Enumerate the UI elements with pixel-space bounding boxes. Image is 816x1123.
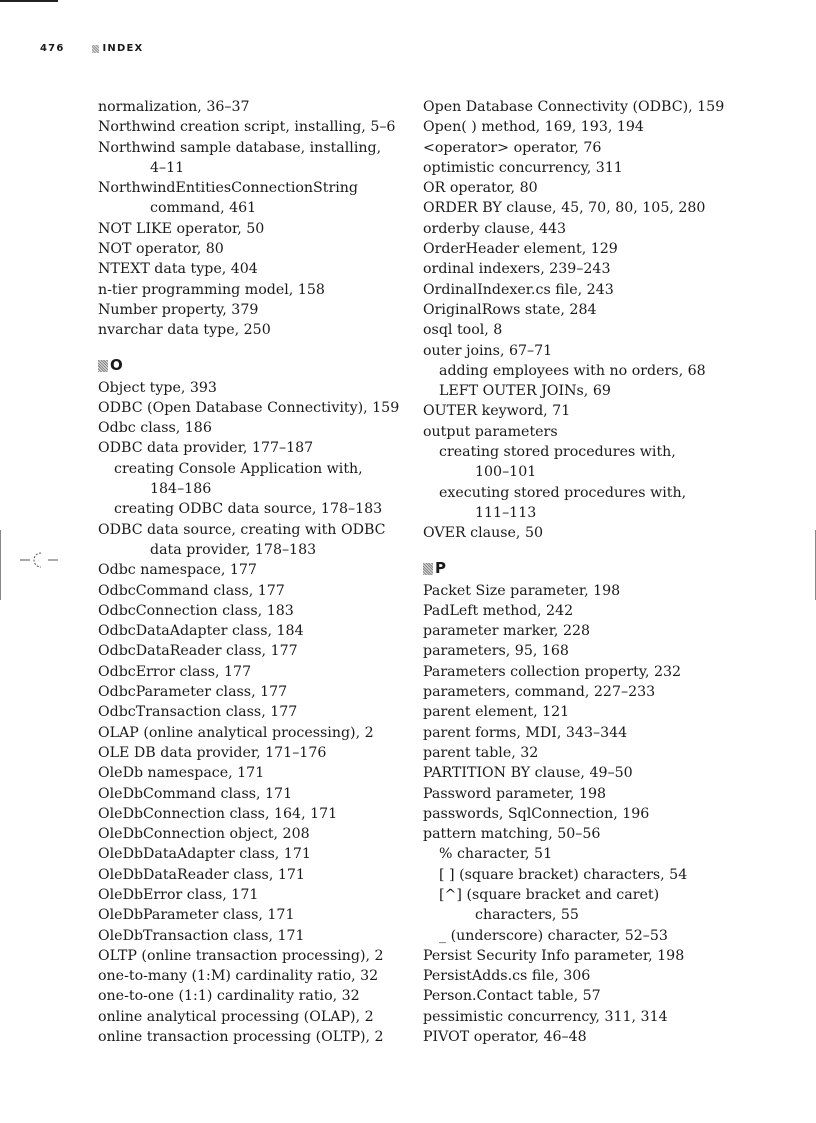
index-entry-continuation: 184–186: [150, 481, 212, 498]
index-entry: PersistAdds.cs file, 306: [423, 968, 591, 985]
page-number: 476: [40, 43, 65, 54]
section-bullet-icon: [98, 360, 108, 372]
index-entry: output parameters: [423, 423, 558, 440]
index-entry: orderby clause, 443: [423, 220, 567, 237]
index-entry-continuation: characters, 55: [475, 907, 579, 924]
index-entry: OleDbConnection object, 208: [98, 826, 310, 843]
index-entry: Open( ) method, 169, 193, 194: [423, 119, 644, 136]
index-entry: one-to-many (1:M) cardinality ratio, 32: [98, 968, 379, 985]
index-subentry: _ (underscore) character, 52–53: [439, 927, 668, 944]
index-subentry: [ ] (square bracket) characters, 54: [439, 866, 688, 883]
index-entry: NOT LIKE operator, 50: [98, 220, 265, 237]
index-entry: pattern matching, 50–56: [423, 826, 601, 843]
index-entry: OleDb namespace, 171: [98, 765, 265, 782]
index-entry: ORDER BY clause, 45, 70, 80, 105, 280: [423, 200, 706, 217]
index-entry: OriginalRows state, 284: [423, 301, 597, 318]
index-entry: Northwind creation script, installing, 5–6: [98, 119, 396, 136]
index-entry: Northwind sample database, installing,: [98, 139, 382, 156]
index-entry: OR operator, 80: [423, 180, 538, 197]
index-column-left: [98, 97, 398, 1047]
index-entry-continuation: command, 461: [150, 200, 257, 217]
index-entry: parameters, command, 227–233: [423, 684, 656, 701]
index-entry: OLAP (online analytical processing), 2: [98, 724, 374, 741]
running-header-title: INDEX: [102, 43, 144, 54]
index-entry: online transaction processing (OLTP), 2: [98, 1029, 384, 1046]
margin-crop-mark-icon: [20, 548, 60, 572]
index-entry: ordinal indexers, 239–243: [423, 261, 611, 278]
index-entry: Parameters collection property, 232: [423, 663, 682, 680]
section-heading-o: [98, 354, 398, 378]
index-entry: n-tier programming model, 158: [98, 281, 325, 298]
section-heading-p: [423, 557, 723, 581]
index-entry-continuation: data provider, 178–183: [150, 541, 317, 558]
index-entry: parent table, 32: [423, 744, 539, 761]
index-entry: Open Database Connectivity (ODBC), 159: [423, 99, 725, 115]
index-entry: OVER clause, 50: [423, 525, 544, 542]
index-entry-continuation: 111–113: [475, 504, 537, 521]
index-entry: parent element, 121: [423, 704, 570, 721]
index-entry: NTEXT data type, 404: [98, 261, 258, 278]
index-entry: OleDbDataAdapter class, 171: [98, 846, 311, 863]
index-subentry: [^] (square bracket and caret): [439, 886, 660, 903]
margin-guide-left: [0, 530, 1, 600]
index-entry: OleDbError class, 171: [98, 886, 259, 903]
index-entry: Packet Size parameter, 198: [423, 582, 621, 599]
index-entry: passwords, SqlConnection, 196: [423, 805, 650, 822]
index-entry: OleDbParameter class, 171: [98, 907, 295, 924]
index-entry: Object type, 393: [98, 379, 217, 396]
index-entry-continuation: 4–11: [150, 159, 185, 176]
index-subentry: creating stored procedures with,: [439, 444, 676, 461]
index-entry: normalization, 36–37: [98, 99, 250, 115]
index-entry: OdbcParameter class, 177: [98, 684, 288, 701]
index-entry: parameter marker, 228: [423, 623, 591, 640]
index-entry: OleDbConnection class, 164, 171: [98, 805, 338, 822]
index-subentry: creating Console Application with,: [114, 460, 363, 477]
index-subentry: LEFT OUTER JOINs, 69: [439, 383, 611, 400]
index-entry: OleDbDataReader class, 171: [98, 866, 305, 883]
index-entry: Odbc class, 186: [98, 420, 212, 437]
index-entry: OdbcDataReader class, 177: [98, 643, 298, 660]
index-entry: Number property, 379: [98, 301, 259, 318]
section-bullet-icon: [423, 563, 433, 575]
index-entry: PARTITION BY clause, 49–50: [423, 765, 633, 782]
index-entry: Persist Security Info parameter, 198: [423, 947, 685, 964]
top-rule: [0, 0, 58, 2]
index-column-right: [423, 97, 723, 1047]
index-entry: NorthwindEntitiesConnectionString: [98, 180, 359, 197]
index-entry: OUTER keyword, 71: [423, 403, 571, 420]
index-entry: parent forms, MDI, 343–344: [423, 724, 628, 741]
index-entry: optimistic concurrency, 311: [423, 159, 623, 176]
index-entry: Password parameter, 198: [423, 785, 607, 802]
index-entry: <operator> operator, 76: [423, 139, 602, 156]
index-subentry: executing stored procedures with,: [439, 484, 687, 501]
index-entry: PadLeft method, 242: [423, 602, 574, 619]
index-subentry: creating ODBC data source, 178–183: [114, 501, 383, 518]
index-entry: Odbc namespace, 177: [98, 562, 257, 579]
index-entry: OdbcCommand class, 177: [98, 582, 285, 599]
index-entry: one-to-one (1:1) cardinality ratio, 32: [98, 988, 360, 1005]
index-entry: online analytical processing (OLAP), 2: [98, 1008, 374, 1025]
section-letter: O: [110, 356, 123, 375]
index-entry-continuation: 100–101: [475, 464, 537, 481]
index-entry: NOT operator, 80: [98, 241, 224, 258]
index-entry: ODBC data source, creating with ODBC: [98, 521, 386, 538]
running-header: [40, 43, 143, 54]
index-subentry: adding employees with no orders, 68: [439, 362, 706, 379]
index-entry: osql tool, 8: [423, 322, 503, 339]
section-letter: P: [435, 559, 446, 578]
index-entry: OdbcError class, 177: [98, 663, 252, 680]
index-entry: OdbcDataAdapter class, 184: [98, 623, 304, 640]
header-bullet-icon: [92, 45, 99, 53]
index-entry: pessimistic concurrency, 311, 314: [423, 1008, 668, 1025]
index-entry: Person.Contact table, 57: [423, 988, 601, 1005]
index-entry: OLE DB data provider, 171–176: [98, 744, 327, 761]
index-subentry: % character, 51: [439, 846, 553, 863]
index-entry: OdbcConnection class, 183: [98, 602, 294, 619]
index-entry: OrderHeader element, 129: [423, 241, 618, 258]
index-entry: OleDbTransaction class, 171: [98, 927, 305, 944]
index-entry: nvarchar data type, 250: [98, 322, 271, 339]
index-entry: parameters, 95, 168: [423, 643, 569, 660]
index-entry: OLTP (online transaction processing), 2: [98, 947, 384, 964]
index-entry: outer joins, 67–71: [423, 342, 553, 359]
index-entry: ODBC (Open Database Connectivity), 159: [98, 399, 400, 416]
index-entry: PIVOT operator, 46–48: [423, 1029, 587, 1046]
index-entry: ODBC data provider, 177–187: [98, 440, 314, 457]
index-entry: OrdinalIndexer.cs file, 243: [423, 281, 614, 298]
index-entry: OdbcTransaction class, 177: [98, 704, 298, 721]
index-entry: OleDbCommand class, 171: [98, 785, 293, 802]
